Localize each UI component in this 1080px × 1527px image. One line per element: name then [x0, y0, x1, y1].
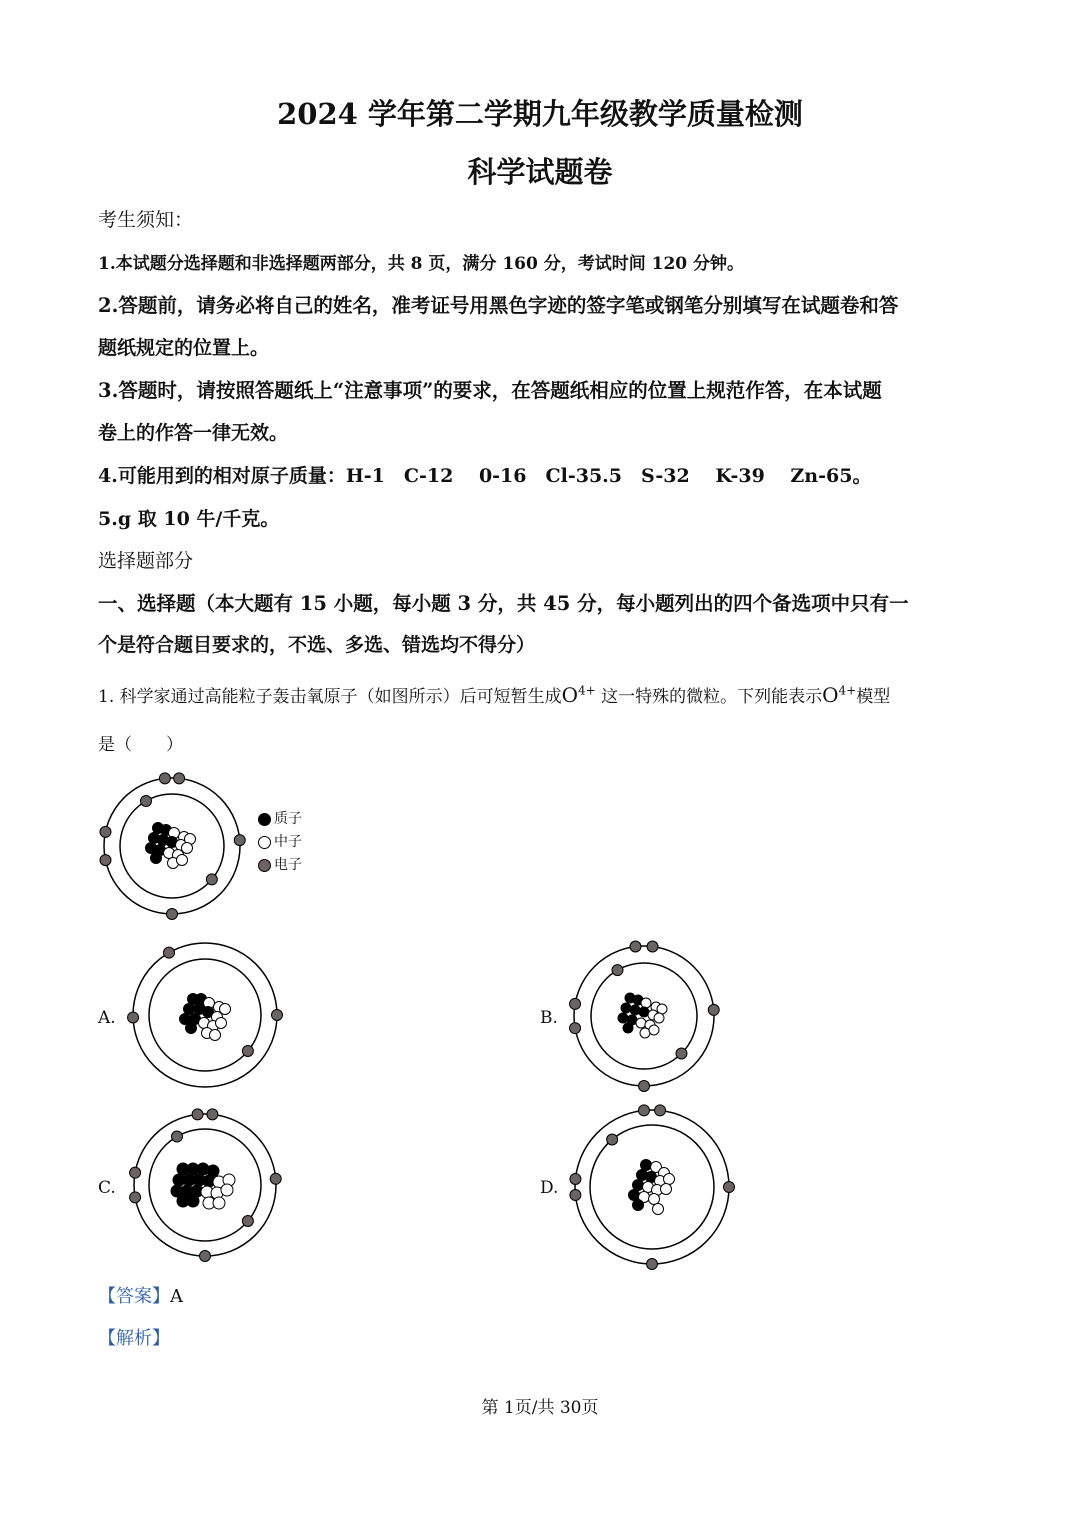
electron	[630, 941, 641, 952]
ion-symbol	[562, 683, 596, 707]
legend-electron-label: 电子	[274, 857, 302, 873]
electron	[612, 965, 623, 976]
page-title: 2024 学年第二学期九年级教学质量检测	[277, 97, 803, 131]
ion-base: O	[561, 683, 579, 707]
neutron-swatch	[258, 836, 271, 849]
option-a-atom-diagram	[118, 928, 292, 1102]
electron	[206, 874, 217, 885]
electron	[676, 1048, 687, 1059]
neutron	[221, 1184, 233, 1196]
electron	[100, 855, 111, 866]
proton	[184, 1004, 195, 1015]
electron	[141, 795, 152, 806]
proton	[629, 1190, 640, 1201]
option-a-label[interactable]: A.	[98, 1008, 116, 1028]
notice-heading: 考生须知：	[98, 209, 194, 231]
ion-charge: 4+	[578, 683, 596, 698]
electron	[607, 1134, 618, 1145]
option-b-atom-diagram	[559, 931, 729, 1101]
notice-item-1: 1.本试题分选择题和非选择题两部分，共 8 页，满分 160 分，考试时间 120 分钟。	[98, 254, 745, 274]
neutron	[661, 1184, 672, 1195]
electron	[128, 1012, 139, 1023]
electron	[159, 773, 170, 784]
electron	[234, 835, 245, 846]
notice-item-3: 3.答题时，请按照答题纸上“注意事项”的要求，在答题纸相应的位置上规范作答，在本试题	[98, 379, 882, 402]
question-1-text	[98, 682, 890, 707]
notice-item-2-cont: 题纸规定的位置上。	[98, 337, 270, 359]
answer-label: 【答案】	[98, 1286, 170, 1307]
analysis-label: 【解析】	[98, 1328, 170, 1349]
proton	[187, 1195, 199, 1207]
section-heading-2: 个是符合题目要求的，不选、多选、错选均不得分）	[98, 634, 536, 656]
neutron	[210, 1030, 221, 1041]
electron	[192, 1109, 203, 1120]
electron	[242, 1215, 253, 1226]
electron	[639, 1081, 650, 1092]
question-1-text-c: 模型	[856, 687, 891, 707]
electron	[570, 1173, 581, 1184]
option-c-atom-diagram	[119, 1099, 291, 1271]
notice-item-3-cont: 卷上的作答一律无效。	[98, 422, 289, 444]
neutron	[649, 1194, 660, 1205]
option-d-atom-diagram	[560, 1095, 744, 1279]
neutron	[216, 1018, 227, 1029]
legend-neutron-label: 中子	[274, 834, 302, 850]
neutron	[636, 1018, 646, 1028]
proton	[633, 1200, 644, 1211]
electron-swatch	[258, 859, 271, 872]
electron	[172, 1131, 183, 1142]
neutron	[220, 1004, 231, 1015]
electron	[167, 909, 178, 920]
notice-item-4: 4.可能用到的相对原子质量：H-1 C-12 0-16 Cl-35.5 S-32 K-39 Zn-65。	[98, 465, 872, 487]
notice-item-5: 5.g 取 10 牛/千克。	[98, 508, 280, 530]
neutron	[664, 1174, 675, 1185]
electron	[708, 1004, 719, 1015]
electron	[647, 941, 658, 952]
answer-value: A	[170, 1286, 183, 1307]
proton	[186, 1023, 197, 1034]
proton-swatch	[258, 813, 271, 826]
question-1-text-b: 这一特殊的微粒。下列能表示	[601, 687, 823, 707]
question-1-text-a: 1. 科学家通过高能粒子轰击氧原子（如图所示）后可短暂生成	[98, 687, 562, 707]
proton	[630, 1005, 640, 1015]
neutron	[213, 1197, 225, 1209]
neutron	[177, 855, 188, 866]
page-footer: 第 1页/共 30页	[481, 1398, 599, 1418]
section-heading-1: 一、选择题（本大题有 15 小题，每小题 3 分，共 45 分，每小题列出的四个备选项中只有一	[98, 592, 909, 615]
legend-proton-label: 质子	[274, 811, 302, 827]
proton	[633, 1180, 644, 1191]
ion-base-2: O	[822, 683, 839, 707]
electron	[164, 947, 175, 958]
electron	[655, 1105, 666, 1116]
neutron	[654, 1013, 664, 1023]
electron	[724, 1182, 735, 1193]
proton	[618, 1013, 628, 1023]
electron	[130, 1167, 141, 1178]
neutron	[649, 1025, 659, 1035]
electron	[200, 1251, 211, 1262]
electron	[100, 826, 111, 837]
electron	[242, 1045, 253, 1056]
legend-neutron	[258, 831, 302, 851]
ion-symbol-2	[822, 683, 856, 707]
electron	[570, 998, 581, 1009]
legend-electron	[258, 854, 302, 874]
page-subtitle: 科学试题卷	[467, 155, 613, 189]
question-1-paren: 是（ ）	[98, 735, 183, 755]
notice-item-2: 2.答题前，请务必将自己的姓名，准考证号用黑色字迹的签字笔或钢笔分别填写在试题卷和答	[98, 294, 899, 317]
option-b-label[interactable]: B.	[540, 1008, 558, 1028]
proton	[623, 1023, 633, 1033]
electron	[647, 1259, 658, 1270]
legend-proton	[258, 808, 302, 828]
neutron	[182, 843, 193, 854]
electron	[174, 773, 185, 784]
electron	[570, 1190, 581, 1201]
option-c-label[interactable]: C.	[98, 1178, 116, 1198]
neutron	[653, 1204, 664, 1215]
electron	[130, 1192, 141, 1203]
neutron	[640, 1028, 650, 1038]
electron	[270, 1173, 281, 1184]
proton	[641, 1160, 652, 1171]
electron	[638, 1105, 649, 1116]
electron	[570, 1023, 581, 1034]
proton	[151, 853, 162, 864]
proton	[621, 1003, 631, 1013]
section-part: 选择题部分	[98, 550, 194, 572]
answer-line	[98, 1282, 183, 1308]
reference-atom-diagram	[89, 763, 255, 929]
electron	[272, 1010, 283, 1021]
neutron	[641, 998, 651, 1008]
option-d-label[interactable]: D.	[540, 1178, 559, 1198]
neutron	[657, 1004, 667, 1014]
ion-charge-2: 4+	[838, 683, 857, 698]
proton	[639, 1007, 649, 1017]
electron	[207, 1109, 218, 1120]
